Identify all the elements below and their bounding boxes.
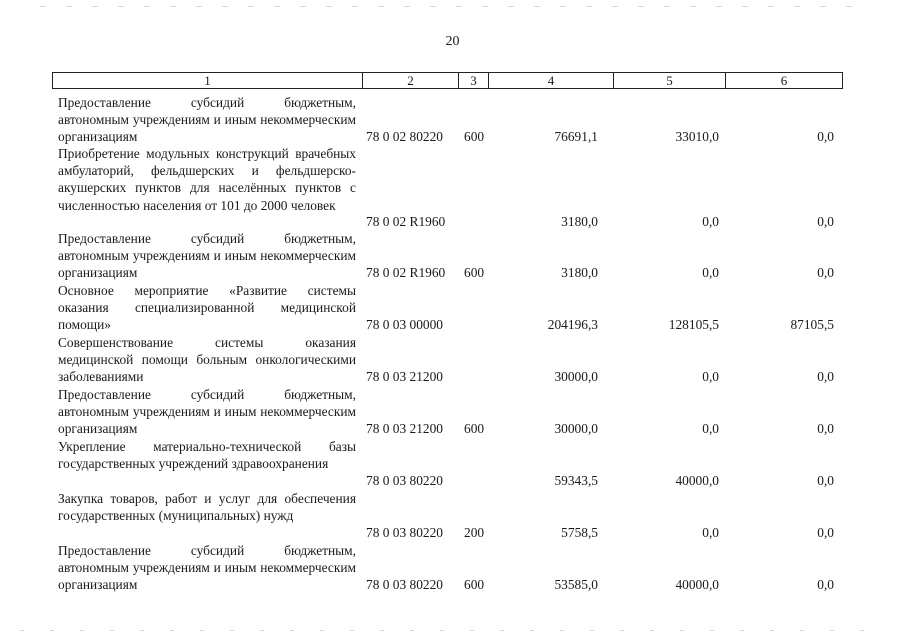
row-amount-col5: 128105,5 [668, 317, 719, 332]
scan-edge-top [40, 6, 870, 7]
scan-edge-bottom [20, 630, 890, 631]
row-amount-col6: 0,0 [817, 129, 834, 144]
row-amount-col6: 0,0 [817, 577, 834, 592]
row-amount-col6: 0,0 [817, 473, 834, 488]
row-description: Закупка товаров, работ и услуг для обеспечения государственных (муниципальных) нужд [58, 491, 356, 524]
row-target-code: 78 0 03 80220 [366, 525, 443, 540]
row-description: Совершенствование системы оказания медицинской помощи больным онкологическими заболеваниями [58, 335, 356, 385]
row-target-code: 78 0 03 21200 [366, 421, 443, 436]
row-amount-col6: 0,0 [817, 265, 834, 280]
row-amount-col5: 0,0 [702, 421, 719, 436]
row-amount-col4: 3180,0 [561, 214, 598, 229]
row-amount-col5: 33010,0 [675, 129, 719, 144]
row-description: Основное мероприятие «Развитие системы оказания специализированной медицинской помощи» [58, 283, 356, 333]
row-expense-type: 600 [464, 577, 485, 592]
header-col-3: 3 [470, 73, 477, 88]
row-target-code: 78 0 03 80220 [366, 577, 443, 592]
row-description: Предоставление субсидий бюджетным, автономным учреждениям и иным некоммерческим организациям [58, 543, 356, 593]
row-amount-col5: 0,0 [702, 369, 719, 384]
row-amount-col5: 40000,0 [675, 473, 719, 488]
row-amount-col6: 0,0 [817, 214, 834, 229]
header-col-1: 1 [204, 73, 211, 88]
row-description: Предоставление субсидий бюджетным, автономным учреждениям и иным некоммерческим организациям [58, 231, 356, 281]
row-description: Предоставление субсидий бюджетным, автономным учреждениям и иным некоммерческим организациям [58, 95, 356, 145]
row-description: Укрепление материально-технической базы государственных учреждений здравоохранения [58, 439, 356, 472]
header-col-6: 6 [780, 73, 788, 88]
row-amount-col4: 59343,5 [554, 473, 598, 488]
row-amount-col6: 0,0 [817, 525, 834, 540]
row-target-code: 78 0 03 80220 [366, 473, 443, 488]
row-expense-type: 200 [464, 525, 485, 540]
row-description: Предоставление субсидий бюджетным, автономным учреждениям и иным некоммерческим организациям [58, 387, 356, 437]
row-expense-type: 600 [464, 421, 485, 436]
row-amount-col6: 0,0 [817, 369, 834, 384]
row-description: Приобретение модульных конструкций врачебных амбулаторий, фельдшерских и фельдшерско-акушерских пунктов для населённых пунктов с численностью населения от 101 до 2000 человек [58, 146, 356, 213]
row-amount-col6: 87105,5 [790, 317, 834, 332]
row-amount-col4: 30000,0 [554, 421, 598, 436]
row-amount-col5: 0,0 [702, 214, 719, 229]
row-target-code: 78 0 02 80220 [366, 129, 443, 144]
row-expense-type: 600 [464, 129, 485, 144]
row-amount-col5: 40000,0 [675, 577, 719, 592]
page-number: 20 [445, 34, 460, 49]
row-target-code: 78 0 03 00000 [366, 317, 443, 332]
row-amount-col5: 0,0 [702, 265, 719, 280]
header-col-4: 4 [547, 73, 555, 88]
row-amount-col4: 5758,5 [561, 525, 598, 540]
row-amount-col4: 3180,0 [561, 265, 598, 280]
row-target-code: 78 0 02 R1960 [366, 265, 446, 280]
header-col-5: 5 [666, 73, 673, 88]
row-amount-col6: 0,0 [817, 421, 834, 436]
row-amount-col4: 204196,3 [547, 317, 598, 332]
row-amount-col4: 76691,1 [554, 129, 598, 144]
row-target-code: 78 0 03 21200 [366, 369, 443, 384]
row-expense-type: 600 [464, 265, 485, 280]
table-header [52, 72, 843, 89]
row-target-code: 78 0 02 R1960 [366, 214, 446, 229]
row-amount-col4: 30000,0 [554, 369, 598, 384]
row-amount-col4: 53585,0 [554, 577, 598, 592]
row-amount-col5: 0,0 [702, 525, 719, 540]
header-col-2: 2 [407, 73, 414, 88]
